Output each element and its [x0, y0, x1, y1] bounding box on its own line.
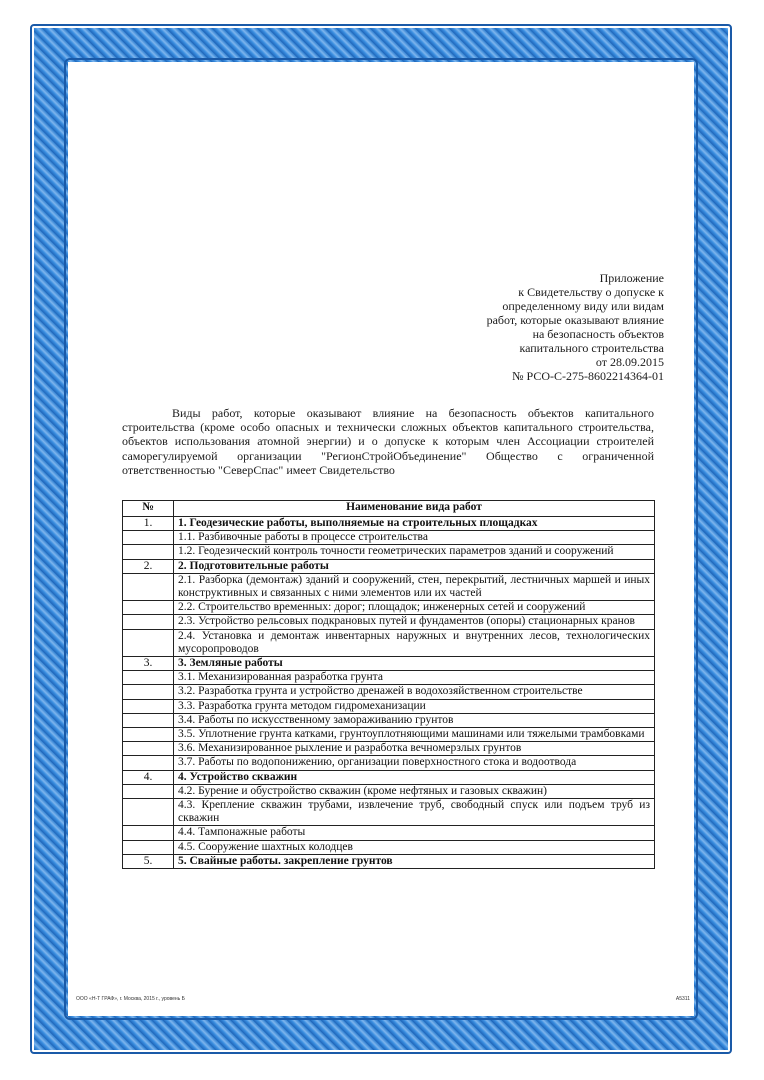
- row-number: [123, 756, 174, 770]
- row-number: [123, 629, 174, 656]
- row-number: [123, 545, 174, 559]
- form-serial-code: А5311: [675, 996, 690, 1002]
- work-item: 3.1. Механизированная разработка грунта: [174, 671, 655, 685]
- work-item: 4.2. Бурение и обустройство скважин (кроме нефтяных и газовых скважин): [174, 784, 655, 798]
- table-section-row: [123, 657, 655, 671]
- appendix-line: определенному виду или видам: [502, 299, 664, 313]
- table-row: [123, 840, 655, 854]
- appendix-line: Приложение: [599, 271, 664, 285]
- work-item: 3.7. Работы по водопонижению, организации поверхностного стока и водоотвода: [174, 756, 655, 770]
- table-row: [123, 629, 655, 656]
- table-section-row: [123, 770, 655, 784]
- row-number: 4.: [123, 770, 174, 784]
- table-section-row: [123, 854, 655, 868]
- work-item: 3.5. Уплотнение грунта катками, грунтоуплотняющими машинами или тяжелыми трамбовками: [174, 728, 655, 742]
- table-row: [123, 699, 655, 713]
- row-number: [123, 826, 174, 840]
- work-item: 2.4. Установка и демонтаж инвентарных наружных и внутренних лесов, технологических мусоропроводов: [174, 629, 655, 656]
- table-row: [123, 799, 655, 826]
- section-title: 2. Подготовительные работы: [174, 559, 655, 573]
- intro-paragraph: Виды работ, которые оказывают влияние на безопасность объектов капитального строительства (кроме особо опасных и технически сложных объектов капитального строительства, объектов использования атомной энергии) и о допуске к которым член Ассоциации строителей саморегулируемой организации "РегионСтройОбъединение" Общество с ограниченной ответственностью "СеверСпас" имеет Свидетельство: [122, 406, 654, 477]
- appendix-line: № РСО-С-275-8602214364-01: [512, 369, 664, 383]
- row-number: [123, 685, 174, 699]
- header-work-name: Наименование вида работ: [174, 501, 655, 517]
- section-title: 4. Устройство скважин: [174, 770, 655, 784]
- work-item: 4.5. Сооружение шахтных колодцев: [174, 840, 655, 854]
- row-number: [123, 799, 174, 826]
- table-row: [123, 742, 655, 756]
- row-number: 3.: [123, 657, 174, 671]
- section-title: 5. Свайные работы. закрепление грунтов: [174, 854, 655, 868]
- work-item: 3.2. Разработка грунта и устройство дренажей в водохозяйственном строительстве: [174, 685, 655, 699]
- appendix-line: от 28.09.2015: [595, 355, 664, 369]
- appendix-header: [404, 271, 664, 383]
- row-number: 1.: [123, 517, 174, 531]
- table-row: [123, 531, 655, 545]
- section-title: 3. Земляные работы: [174, 657, 655, 671]
- section-title: 1. Геодезические работы, выполняемые на строительных площадках: [174, 517, 655, 531]
- row-number: [123, 713, 174, 727]
- table-row: [123, 573, 655, 600]
- row-number: [123, 784, 174, 798]
- appendix-line: работ, которые оказывают влияние: [486, 313, 664, 327]
- work-item: 2.2. Строительство временных: дорог; площадок; инженерных сетей и сооружений: [174, 601, 655, 615]
- works-table: [122, 500, 655, 869]
- appendix-line: капитального строительства: [519, 341, 664, 355]
- row-number: [123, 601, 174, 615]
- table-row: [123, 728, 655, 742]
- table-row: [123, 713, 655, 727]
- work-item: 4.3. Крепление скважин трубами, извлечение труб, свободный спуск или подъем труб из скважин: [174, 799, 655, 826]
- header-number: №: [123, 501, 174, 517]
- work-item: 3.6. Механизированное рыхление и разработка вечномерзлых грунтов: [174, 742, 655, 756]
- work-item: 3.4. Работы по искусственному замораживанию грунтов: [174, 713, 655, 727]
- work-item: 1.1. Разбивочные работы в процессе строительства: [174, 531, 655, 545]
- row-number: [123, 699, 174, 713]
- row-number: [123, 728, 174, 742]
- work-item: 1.2. Геодезический контроль точности геометрических параметров зданий и сооружений: [174, 545, 655, 559]
- row-number: [123, 615, 174, 629]
- row-number: [123, 840, 174, 854]
- row-number: [123, 531, 174, 545]
- row-number: 5.: [123, 854, 174, 868]
- row-number: 2.: [123, 559, 174, 573]
- table-row: [123, 756, 655, 770]
- appendix-line: к Свидетельству о допуске к: [518, 285, 664, 299]
- work-item: 4.4. Тампонажные работы: [174, 826, 655, 840]
- work-item: 2.3. Устройство рельсовых подкрановых путей и фундаментов (опоры) стационарных кранов: [174, 615, 655, 629]
- work-item: 2.1. Разборка (демонтаж) зданий и сооружений, стен, перекрытий, лестничных маршей и иных конструктивных и связанных с ними элементов или их частей: [174, 573, 655, 600]
- printer-imprint: ООО «Н-Т ГРАФ», г. Москва, 2015 г., уровень Б: [76, 996, 185, 1002]
- row-number: [123, 742, 174, 756]
- table-header-row: [123, 501, 655, 517]
- table-section-row: [123, 517, 655, 531]
- table-row: [123, 615, 655, 629]
- table-row: [123, 826, 655, 840]
- work-item: 3.3. Разработка грунта методом гидромеханизации: [174, 699, 655, 713]
- row-number: [123, 573, 174, 600]
- table-row: [123, 685, 655, 699]
- table-row: [123, 784, 655, 798]
- table-row: [123, 671, 655, 685]
- table-row: [123, 601, 655, 615]
- row-number: [123, 671, 174, 685]
- table-row: [123, 545, 655, 559]
- table-section-row: [123, 559, 655, 573]
- appendix-line: на безопасность объектов: [532, 327, 664, 341]
